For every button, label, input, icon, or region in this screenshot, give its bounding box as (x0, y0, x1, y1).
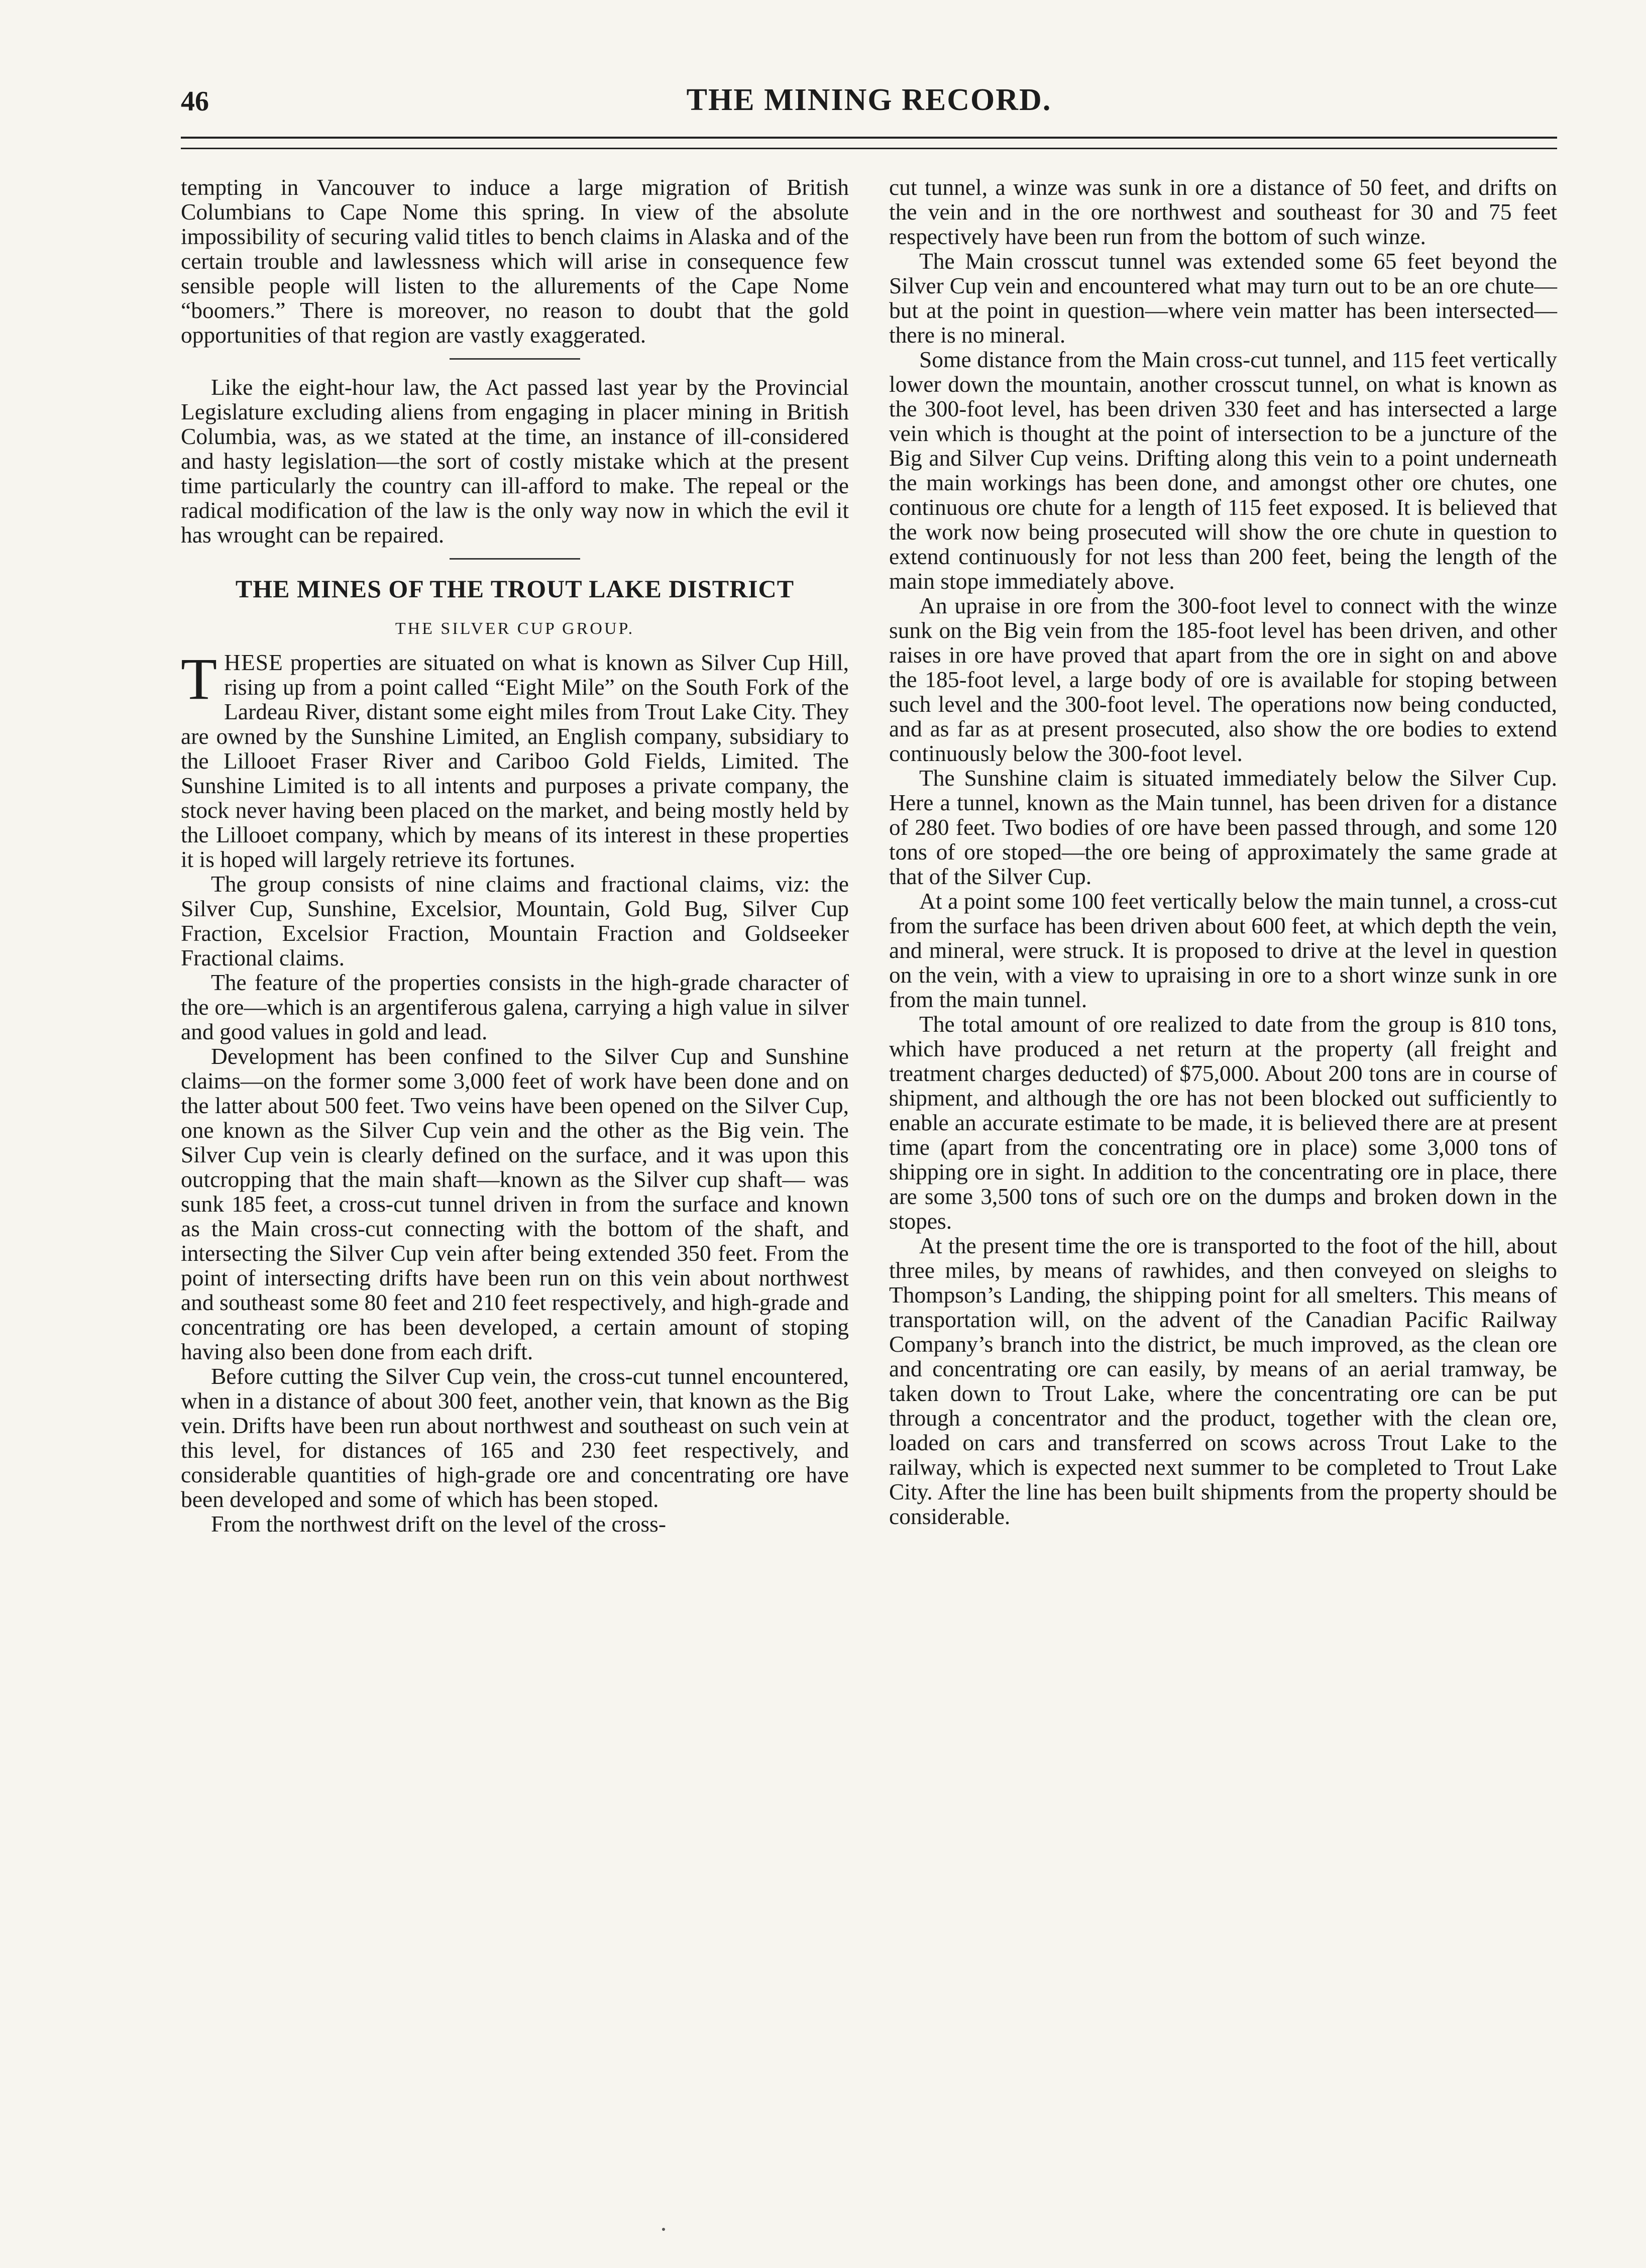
separator-rule (450, 358, 580, 360)
paragraph-with-dropcap (181, 646, 849, 872)
paragraph: The total amount of ore realized to date from the group is 810 tons, which have produced a net return at the property (all freight and treatment charges deducted) of $75,000. About 200 tons are in course of shipment, and although the ore has not been blocked out sufficiently to enable an accurate estimate to be made, it is believed there are at present time (apart from the concentrating ore in place) some 3,000 tons of shipping ore in sight. In addition to the concentrating ore in place, there are some 3,500 tons of such ore on the dumps and broken down in the stopes. (889, 1011, 1557, 1234)
section-title: THE MINES OF THE TROUT LAKE DISTRICT (235, 575, 795, 603)
paragraph: Development has been confined to the Silver Cup and Sunshine claims—on the former some 3,000 feet of work have been done and on the latter about 500 feet. Two veins have been opened on the Silver Cup, one known as the Silver Cup vein and the other as the Big vein. The Silver Cup vein is clearly defined on the surface, and it was upon this outcropping that the main shaft—known as the Silver cup shaft— was sunk 185 feet, a cross-cut tunnel driven in from the surface and known as the Main cross-cut connecting with the bottom of the shaft, and intersecting the Silver Cup vein after being extended 350 feet. From the point of intersecting drifts have been run on this vein about northwest and southeast some 80 feet and 210 feet respectively, and high-grade and concentrating ore has been developed, a certain amount of stoping having also been done from each drift. (181, 1043, 849, 1364)
paragraph: cut tunnel, a winze was sunk in ore a distance of 50 feet, and drifts on the vein and in the ore northwest and southeast for 30 and 75 feet respectively have been run from the bottom of such winze. (889, 174, 1557, 249)
header-rule (181, 137, 1557, 149)
paragraph: Some distance from the Main cross-cut tunnel, and 115 feet vertically lower down the mountain, another crosscut tunnel, on what is known as the 300-foot level, has been driven 330 feet and has intersected a large vein which is thought at the point of intersection to be a juncture of the Big and Silver Cup veins. Drifting along this vein to a point underneath the main workings has been done, and amongst other ore chutes, one continuous ore chute for a length of 115 feet exposed. It is believed that the work now being prosecuted will show the ore chute in question to extend continuously for not less than 200 feet, being the length of the main stope immediately above. (889, 347, 1557, 594)
page-speck (662, 2228, 665, 2231)
paragraph: Like the eight-hour law, the Act passed last year by the Provincial Legislature excluding aliens from engaging in placer mining in British Columbia, was, as we stated at the time, an instance of ill-considered and hasty legislation—the sort of costly mistake which at the present time particularly the country can ill-afford to make. The repeal or the radical modification of the law is the only way now in which the evil it has wrought can be repaired. (181, 374, 849, 548)
subsection-title: THE SILVER CUP GROUP. (395, 619, 635, 638)
paragraph: At the present time the ore is transported to the foot of the hill, about three miles, by means of rawhides, and then conveyed on sleighs to Thompson’s Landing, the shipping point for all smelters. This means of transportation will, on the advent of the Canadian Pacific Railway Company’s branch into the district, be much improved, as the clean ore and concentrating ore can easily, by means of an aerial tramway, be taken down to Trout Lake, where the concentrating ore can be put through a concentrator and the product, together with the clean ore, loaded on cars and transferred on scows across Trout Lake to the railway, which is expected next summer to be completed to Trout Lake City. After the line has been built shipments from the property should be considerable. (889, 1233, 1557, 1529)
paragraph: Before cutting the Silver Cup vein, the cross-cut tunnel encountered, when in a distance of about 300 feet, another vein, that known as the Big vein. Drifts have been run about northwest and southeast on such vein at this level, for distances of 165 and 230 feet respectively, and considerable quantities of high-grade ore and concentrating ore have been developed and some of which has been stoped. (181, 1363, 849, 1512)
paragraph: At a point some 100 feet vertically below the main tunnel, a cross-cut from the surface has been driven about 600 feet, at which depth the vein, and mineral, were struck. It is proposed to drive at the level in question on the vein, with a view to upraising in ore to a short winze sunk in ore from the main tunnel. (889, 888, 1557, 1012)
paragraph: An upraise in ore from the 300-foot level to connect with the winze sunk on the Big vein from the 185-foot level has been driven, and other raises in ore have proved that apart from the ore in sight on and above the 185-foot level, a large body of ore is available for stoping between such level and the 300-foot level. The operations now being conducted, and as far as at present prosecuted, also show the ore bodies to extend continuously below the 300-foot level. (889, 593, 1557, 766)
paragraph: The Sunshine claim is situated immediately below the Silver Cup. Here a tunnel, known as the Main tunnel, has been driven for a distance of 280 feet. Two bodies of ore have been passed through, and some 120 tons of ore stoped—the ore being of approximately the same grade at that of the Silver Cup. (889, 765, 1557, 889)
paragraph: The feature of the properties consists in the high-grade character of the ore—which is an argentiferous galena, carrying a high value in silver and good values in gold and lead. (181, 969, 849, 1044)
paragraph: The Main crosscut tunnel was extended some 65 feet beyond the Silver Cup vein and encountered what may turn out to be an ore chute—but at the point in question—where vein matter has been intersected—there is no mineral. (889, 248, 1557, 348)
running-title: THE MINING RECORD. (686, 83, 1052, 117)
paragraph: tempting in Vancouver to induce a large migration of British Columbians to Cape Nome this spring. In view of the absolute impossibility of securing valid titles to bench claims in Alaska and of the certain trouble and lawlessness which will arise in consequence few sensible people will listen to the allurements of the Cape Nome “boomers.” There is moreover, no reason to doubt that the gold opportunities of that region are vastly exaggerated. (181, 174, 849, 348)
separator-rule (450, 558, 580, 560)
lead-word: HESE (224, 650, 283, 675)
paragraph: The group consists of nine claims and fractional claims, viz: the Silver Cup, Sunshine, Excelsior, Mountain, Gold Bug, Silver Cup Fraction, Excelsior Fraction, Mountain Fraction and Goldseeker Fractional claims. (181, 871, 849, 970)
page-header (181, 75, 1557, 131)
drop-cap: T (181, 646, 217, 712)
right-column (889, 175, 1557, 1529)
left-column (181, 175, 849, 1536)
paragraph-text: properties are situated on what is known as Silver Cup Hill, rising up from a point called “Eight Mile” on the South Fork of the Lardeau River, distant some eight miles from Trout Lake City. They are owned by the Sunshine Limited, an English company, subsidiary to the Lillooet Fraser River and Cariboo Gold Fields, Limited. The Sunshine Limited is to all intents and purposes a private company, the stock never having been placed on the market, and being mostly held by the Lillooet company, which by means of its interest in these properties it is hoped will largely retrieve its fortunes. (181, 650, 849, 872)
page-number: 46 (181, 86, 209, 117)
paragraph: From the northwest drift on the level of the cross- (211, 1511, 667, 1537)
